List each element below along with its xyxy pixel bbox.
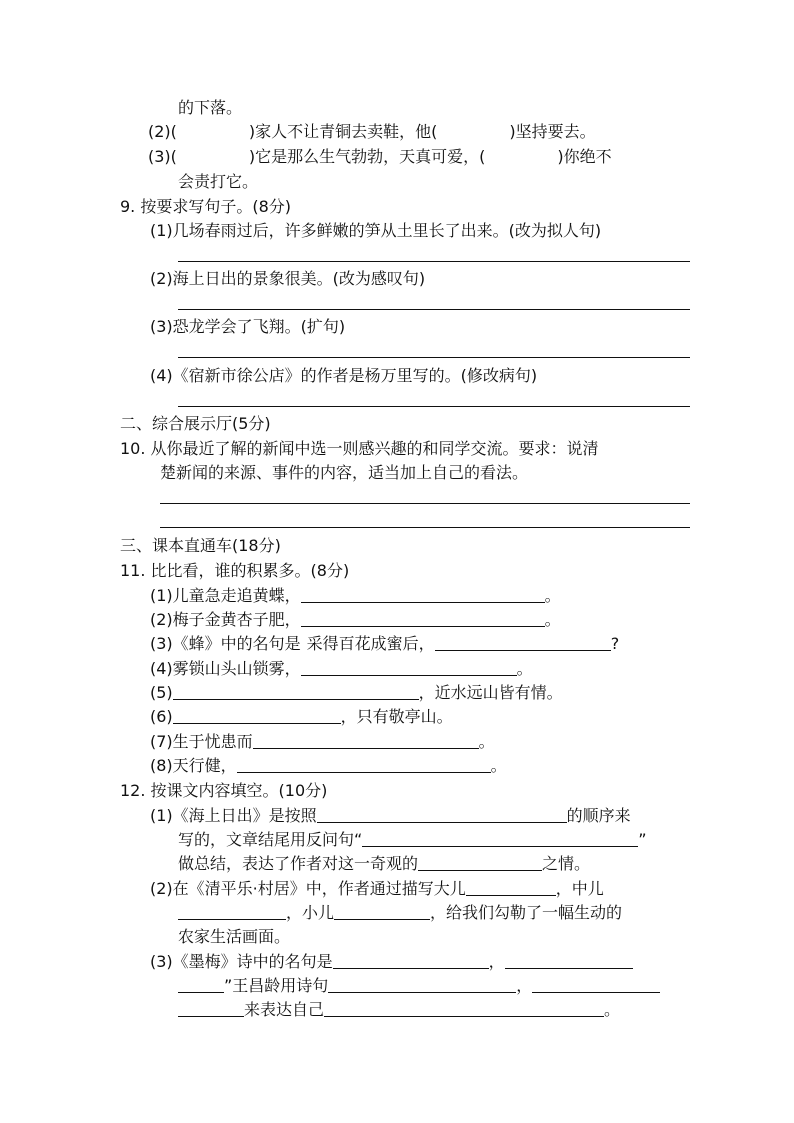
section-2-title: 二、综合展示厅(5分) xyxy=(120,414,271,433)
q11-4-text: (4)雾锁山头山锁雾， xyxy=(150,659,301,678)
q12-1-blank-1[interactable] xyxy=(317,806,567,823)
q11-3-text-a: (3)《蜂》中的名句是 xyxy=(150,634,301,653)
q12-item-3-line-3 xyxy=(178,999,620,1021)
q11-8-text: (8)天行健， xyxy=(150,756,237,775)
q12-2-text-a: (2)在《清平乐·村居》中，作者通过描写大儿 xyxy=(150,879,466,898)
q12-3-blank-2[interactable] xyxy=(505,952,633,969)
q8-continuation: 的下落。 xyxy=(178,98,243,117)
q9-answer-line-4[interactable] xyxy=(178,406,690,407)
q11-item-7 xyxy=(150,731,495,753)
q11-item-6 xyxy=(150,706,453,728)
q8-2-text-c: )坚持要去。 xyxy=(509,122,596,141)
q8-2-text-b: )家人不让青铜去卖鞋，他( xyxy=(248,122,438,141)
q12-3-blank-3[interactable] xyxy=(178,976,224,993)
q11-5-text-b: ，近水远山皆有情。 xyxy=(418,683,563,702)
q11-item-8 xyxy=(150,755,507,777)
q11-2-period: 。 xyxy=(544,610,561,629)
q12-3-blank-7[interactable] xyxy=(324,1000,604,1017)
q8-3-text-c: )你绝不 xyxy=(557,147,612,166)
q11-1-period: 。 xyxy=(544,586,561,605)
section-3-title: 三、课本直通车(18分) xyxy=(120,536,281,555)
q12-item-2-line-2 xyxy=(178,902,622,924)
q12-item-1-line-2 xyxy=(178,829,647,851)
q9-sentence-3: (3)恐龙学会了飞翔。(扩句) xyxy=(150,317,346,336)
q11-6-blank[interactable] xyxy=(173,707,341,724)
q11-7-text: (7)生于忧患而 xyxy=(150,732,253,751)
q11-8-blank[interactable] xyxy=(237,756,491,773)
q12-3-comma-2: ， xyxy=(516,976,533,995)
q11-3-blank[interactable] xyxy=(435,634,611,651)
q11-item-3 xyxy=(150,633,619,655)
q11-4-period: 。 xyxy=(516,659,533,678)
q12-2-blank-3[interactable] xyxy=(334,903,430,920)
q12-1-text-c: 写的，文章结尾用反问句“ xyxy=(178,830,363,849)
q12-2-blank-1[interactable] xyxy=(466,879,556,896)
q11-6-text-a: (6) xyxy=(150,707,173,726)
q9-sentence-1: (1)几场春雨过后，许多鲜嫩的笋从土里长了出来。(改为拟人句) xyxy=(150,221,602,240)
q8-2-text-a: (2)( xyxy=(148,122,177,141)
q11-7-period: 。 xyxy=(478,732,495,751)
q12-3-text-a: (3)《墨梅》诗中的名句是 xyxy=(150,952,333,971)
q12-3-comma-1: ， xyxy=(488,952,505,971)
q11-item-4 xyxy=(150,658,533,680)
q12-1-blank-2[interactable] xyxy=(362,830,638,847)
q9-answer-line-1[interactable] xyxy=(178,261,690,262)
q12-item-2-line-1 xyxy=(150,878,604,900)
q8-3-text-b: )它是那么生气勃勃，天真可爱，( xyxy=(248,147,486,166)
q12-2-blank-2[interactable] xyxy=(178,903,286,920)
q12-1-text-e: 之情。 xyxy=(542,854,591,873)
q10-answer-line-2[interactable] xyxy=(160,527,690,528)
q12-item-1-line-1 xyxy=(150,805,631,827)
q12-2-text-b: ，中儿 xyxy=(555,879,604,898)
q11-7-blank[interactable] xyxy=(253,732,479,749)
q12-1-text-d: 做总结，表达了作者对这一奇观的 xyxy=(178,854,419,873)
q12-title: 12. 按课文内容填空。(10分) xyxy=(120,781,328,800)
q12-1-text-b: 的顺序来 xyxy=(566,806,631,825)
q12-3-blank-6[interactable] xyxy=(178,1000,244,1017)
q9-title: 9. 按要求写句子。(8分) xyxy=(120,197,292,216)
q11-4-blank[interactable] xyxy=(301,659,517,676)
q12-1-quote-close: ” xyxy=(638,830,647,849)
q9-answer-line-2[interactable] xyxy=(178,309,690,310)
q8-item-3 xyxy=(148,146,612,168)
q11-item-2 xyxy=(150,609,561,631)
q10-text-2: 楚新闻的来源、事件的内容，适当加上自己的看法。 xyxy=(160,463,529,482)
q11-1-text: (1)儿童急走追黄蝶， xyxy=(150,586,301,605)
q8-item-2 xyxy=(148,121,596,143)
q11-title: 11. 比比看，谁的积累多。(8分) xyxy=(120,561,350,580)
q10-answer-line-1[interactable] xyxy=(160,503,690,504)
q12-2-text-c: ，小儿 xyxy=(286,903,335,922)
q11-3-text-b: 采得百花成蜜后， xyxy=(306,634,435,653)
q12-3-text-b: ”王昌龄用诗句 xyxy=(224,976,329,995)
q12-3-blank-1[interactable] xyxy=(333,952,489,969)
q11-item-1 xyxy=(150,585,561,607)
q11-5-text-a: (5) xyxy=(150,683,173,702)
q12-3-text-c: 来表达自己 xyxy=(244,1000,325,1019)
q12-1-blank-3[interactable] xyxy=(418,854,542,871)
q11-6-text-b: ，只有敬亭山。 xyxy=(340,707,453,726)
q12-item-2-line-3: 农家生活画面。 xyxy=(178,927,291,946)
q9-answer-line-3[interactable] xyxy=(178,357,690,358)
q10-text-1: 10. 从你最近了解的新闻中选一则感兴趣的和同学交流。要求：说清 xyxy=(120,439,599,458)
q11-5-blank[interactable] xyxy=(173,683,419,700)
q8-3-continuation: 会责打它。 xyxy=(178,172,259,191)
q12-3-blank-5[interactable] xyxy=(532,976,660,993)
q11-2-blank[interactable] xyxy=(301,610,545,627)
q11-1-blank[interactable] xyxy=(301,586,545,603)
q12-item-3-line-2 xyxy=(178,975,660,997)
q9-sentence-4: (4)《宿新市徐公店》的作者是杨万里写的。(修改病句) xyxy=(150,366,538,385)
q9-sentence-2: (2)海上日出的景象很美。(改为感叹句) xyxy=(150,269,426,288)
q11-2-text: (2)梅子金黄杏子肥， xyxy=(150,610,301,629)
q12-3-blank-4[interactable] xyxy=(328,976,516,993)
q11-3-qmark: ? xyxy=(610,634,620,653)
q12-3-period: 。 xyxy=(604,1000,621,1019)
q8-3-text-a: (3)( xyxy=(148,147,177,166)
q12-item-3-line-1 xyxy=(150,951,633,973)
q12-item-1-line-3 xyxy=(178,853,590,875)
q12-1-text-a: (1)《海上日出》是按照 xyxy=(150,806,317,825)
q11-item-5 xyxy=(150,682,563,704)
q11-8-period: 。 xyxy=(490,756,507,775)
q12-2-text-d: ，给我们勾勒了一幅生动的 xyxy=(430,903,623,922)
